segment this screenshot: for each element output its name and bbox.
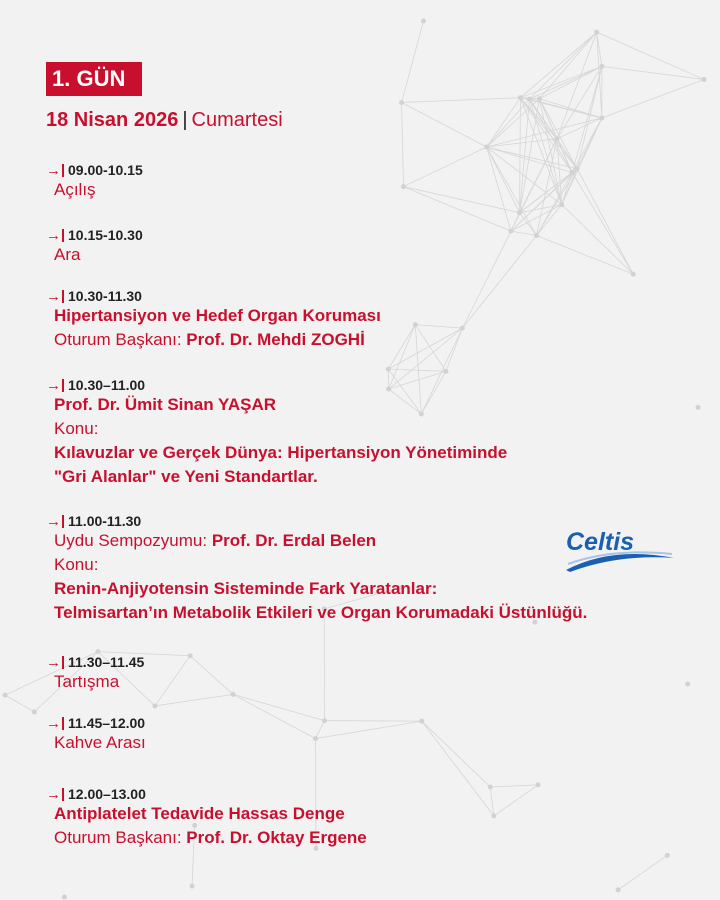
time-row [46, 513, 587, 529]
time-row [46, 786, 367, 802]
network-node [508, 229, 513, 234]
topic-label: Konu: [54, 419, 99, 438]
network-line [462, 231, 511, 328]
chair-label: Oturum Başkanı: [54, 330, 182, 349]
network-node [62, 894, 67, 899]
network-line [403, 147, 486, 187]
symposium-speaker: Prof. Dr. Erdal Belen [211, 531, 377, 550]
network-node [534, 233, 539, 238]
network-node [188, 653, 193, 658]
network-node [599, 115, 604, 120]
network-line [487, 139, 557, 147]
schedule-item [46, 227, 143, 267]
schedule-item [46, 162, 143, 202]
network-node [421, 19, 426, 24]
schedule-item [46, 654, 144, 694]
time-range: 11.00-11.30 [68, 513, 142, 529]
network-node [231, 692, 236, 697]
time-range: 10.15-10.30 [68, 227, 143, 243]
network-line [155, 694, 233, 706]
network-line [529, 66, 601, 99]
network-line [577, 169, 633, 274]
date-text: 18 Nisan 2026 [46, 109, 179, 131]
schedule-item [46, 513, 587, 625]
network-node [443, 369, 448, 374]
time-bar [62, 164, 64, 177]
network-line [402, 102, 487, 147]
time-range: 10.30-11.30 [68, 288, 142, 304]
chair-line [54, 328, 381, 352]
schedule-item [46, 377, 507, 489]
network-node [322, 718, 327, 723]
time-range: 09.00-10.15 [68, 162, 143, 178]
network-node [518, 95, 523, 100]
network-line [190, 656, 233, 695]
network-node [665, 853, 670, 858]
day-badge [46, 62, 142, 96]
network-line [388, 325, 415, 370]
time-bar [62, 229, 64, 242]
network-line [402, 21, 424, 102]
network-line [494, 785, 538, 816]
network-node [702, 77, 707, 82]
arrow-to-bar-icon: → [46, 714, 61, 732]
time-bar [62, 788, 64, 801]
network-line [539, 66, 601, 98]
network-line [155, 656, 190, 706]
item-title: Tartışma [54, 672, 120, 691]
network-node [559, 202, 564, 207]
arrow-to-bar-icon: → [46, 226, 61, 244]
celtis-logo [562, 526, 678, 576]
network-node [386, 367, 391, 372]
network-node [631, 272, 636, 277]
network-node [32, 709, 37, 714]
arrow-to-bar-icon: → [46, 287, 61, 305]
network-node [554, 136, 559, 141]
network-node [313, 736, 318, 741]
schedule-item [46, 715, 146, 755]
time-range: 11.30–11.45 [68, 654, 145, 670]
network-line [316, 721, 325, 739]
network-node [491, 813, 496, 818]
network-line [511, 139, 557, 231]
network-line [422, 721, 491, 787]
network-line [520, 32, 596, 98]
network-line [462, 236, 536, 329]
network-line [537, 169, 578, 236]
network-line [511, 205, 562, 231]
network-line [520, 213, 537, 236]
logo-text: Celtis [566, 528, 635, 556]
schedule-item [46, 288, 381, 352]
network-node [685, 681, 690, 686]
topic-text: Kılavuzlar ve Gerçek Dünya: Hipertansiyon Yönetiminde [54, 443, 508, 462]
network-line [490, 785, 538, 787]
schedule-item [46, 786, 367, 850]
time-row [46, 715, 146, 731]
topic-label: Konu: [54, 555, 99, 574]
network-node [527, 97, 532, 102]
network-line [618, 855, 667, 890]
item-title: Kahve Arası [54, 733, 146, 752]
arrow-to-bar-icon: → [46, 653, 61, 671]
network-line [415, 325, 446, 372]
network-node [537, 96, 542, 101]
chair-name: Prof. Dr. Mehdi ZOGHİ [186, 330, 365, 349]
day-label: 1. GÜN [52, 66, 126, 91]
network-line [422, 721, 494, 816]
topic-text: "Gri Alanlar" ve Yeni Standartlar. [54, 467, 318, 486]
network-node [517, 210, 522, 215]
topic-text: Telmisartan’ın Metabolik Etkileri ve Organ Korumadaki Üstünlüğü. [54, 603, 588, 622]
network-line [602, 79, 704, 118]
time-row [46, 227, 143, 243]
item-title: Ara [54, 245, 81, 264]
network-line [520, 66, 601, 97]
network-line [511, 231, 537, 235]
session-title: Hipertansiyon ve Hedef Organ Koruması [54, 306, 381, 325]
network-node [536, 782, 541, 787]
network-node [570, 170, 575, 175]
arrow-to-bar-icon: → [46, 512, 61, 530]
time-bar [62, 656, 64, 669]
chair-name: Prof. Dr. Oktay Ergene [186, 828, 367, 847]
arrow-to-bar-icon: → [46, 785, 61, 803]
time-row [46, 654, 144, 670]
time-bar [62, 290, 64, 303]
network-node [401, 184, 406, 189]
item-title: Açılış [54, 180, 96, 199]
network-line [487, 99, 530, 147]
network-line [520, 205, 562, 213]
symposium-label: Uydu Sempozyumu: [54, 531, 208, 550]
network-node [594, 30, 599, 35]
time-bar [62, 515, 64, 528]
time-bar [62, 379, 64, 392]
network-node [3, 693, 8, 698]
network-node [488, 785, 493, 790]
chair-label: Oturum Başkanı: [54, 828, 182, 847]
time-bar [62, 717, 64, 730]
arrow-to-bar-icon: → [46, 376, 61, 394]
logo-swoosh [566, 554, 674, 572]
network-node [616, 887, 621, 892]
speaker-name: Prof. Dr. Ümit Sinan YAŞAR [54, 395, 276, 414]
network-line [403, 187, 510, 232]
network-line [577, 118, 602, 169]
time-range: 10.30–11.00 [68, 377, 146, 393]
network-line [233, 694, 325, 720]
time-range: 12.00–13.00 [68, 786, 146, 802]
arrow-to-bar-icon: → [46, 161, 61, 179]
network-node [190, 884, 195, 889]
network-node [599, 64, 604, 69]
network-line [537, 236, 634, 275]
network-line [529, 32, 596, 99]
network-line [5, 695, 34, 712]
date-separator: | [182, 109, 188, 131]
network-node [399, 100, 404, 105]
network-line [325, 721, 422, 722]
time-range: 11.45–12.00 [68, 715, 146, 731]
network-line [415, 325, 462, 329]
network-node [460, 326, 465, 331]
weekday: Cumartesi [191, 109, 283, 131]
network-node [419, 719, 424, 724]
network-node [696, 405, 701, 410]
network-node [152, 703, 157, 708]
network-line [233, 694, 316, 738]
date-line [46, 109, 283, 132]
chair-line [54, 826, 367, 850]
time-row [46, 288, 381, 304]
network-line [316, 721, 422, 738]
network-node [413, 322, 418, 327]
network-node [484, 145, 489, 150]
time-row [46, 162, 143, 178]
network-line [402, 102, 404, 186]
topic-text: Renin-Anjiyotensin Sisteminde Fark Yaratanlar: [54, 579, 438, 598]
network-line [537, 205, 562, 236]
network-line [597, 32, 602, 118]
network-line [577, 66, 602, 168]
symposium-line [54, 529, 587, 553]
session-title: Antiplatelet Tedavide Hassas Denge [54, 804, 345, 823]
network-line [402, 98, 521, 103]
network-node [575, 166, 580, 171]
time-row [46, 377, 507, 393]
network-line [537, 139, 557, 236]
